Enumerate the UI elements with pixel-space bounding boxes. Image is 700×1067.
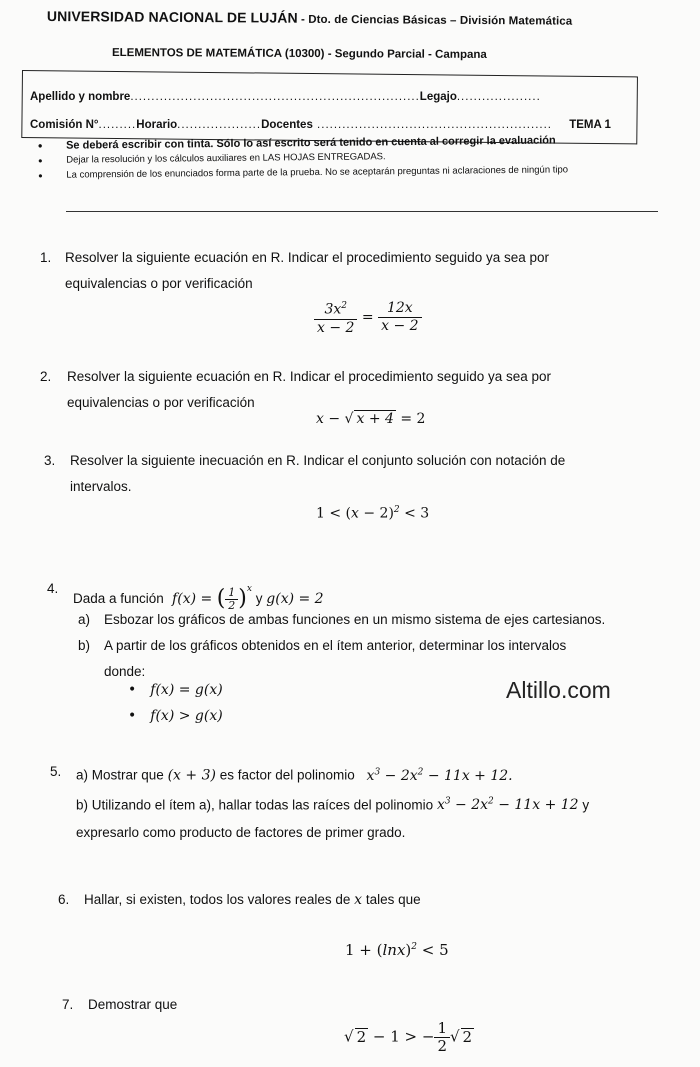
name-line: Apellido y nombre.....................................................................Legajo.................... — [30, 91, 541, 103]
horario-label: Horario — [136, 119, 178, 131]
name-label: Apellido y nombre — [30, 91, 131, 103]
item-b: b) Utilizando el ítem a), hallar todas las raíces del polinomio — [76, 797, 434, 813]
item-b: A partir de los gráficos obtenidos en el ítem anterior, determinar los intervalos — [104, 638, 567, 653]
inequality-7: √ 2 − 1 > − $\frac{1}{2}$ √ 2 — [344, 1019, 473, 1055]
comision-label: Comisión N° — [30, 119, 99, 131]
docentes-label: Docentes — [261, 119, 313, 131]
university-header — [47, 8, 573, 28]
question-text: equivalencias o por verificación — [65, 276, 253, 291]
question-6 — [58, 887, 678, 913]
equation-2: x − √ x + 4 = 2 — [316, 411, 426, 427]
condition-greater: • f(x) > g(x) — [128, 708, 223, 724]
item-b-cont: donde: — [104, 664, 146, 679]
question-5 — [50, 759, 700, 846]
question-1 — [40, 245, 660, 297]
item-a: a) Mostrar que — [76, 767, 164, 783]
question-number: 5. — [50, 764, 62, 779]
item-a-text: es factor del polinomio — [219, 767, 355, 783]
divider — [66, 211, 658, 212]
comision-line: Comisión N°.........Horario....................Docentes ........................................................ TEMA 1 — [30, 119, 611, 131]
equation-1: $\frac{3x^2}{x - 2}$ = $\frac{12x}{x - 2}$ — [314, 298, 422, 337]
question-number: 6. — [58, 892, 70, 907]
condition-equal: • f(x) = g(x) — [128, 682, 223, 698]
function-g: g(x) = 2 — [266, 591, 324, 607]
question-text: tales que — [365, 892, 421, 907]
conjunction: y — [582, 797, 590, 813]
question-text: Dada a función — [73, 591, 164, 606]
university-name: UNIVERSIDAD NACIONAL DE LUJÁN — [46, 8, 298, 26]
legajo-label: Legajo — [419, 91, 457, 103]
course-title: ELEMENTOS DE MATEMÁTICA (10300) - Segundo Parcial - Campana — [111, 47, 487, 61]
question-text: equivalencias o por verificación — [67, 395, 255, 410]
question-number: 7. — [62, 997, 74, 1012]
question-text: Resolver la siguiente ecuación en R. Indicar el procedimiento seguido ya sea por — [67, 369, 552, 384]
watermark: Altillo.com — [506, 677, 611, 703]
question-3 — [44, 448, 664, 500]
inequality-6: $1 + (\ln x)^2 < 5$ — [345, 941, 449, 959]
question-number: 1. — [40, 250, 52, 265]
rule-item: • La comprensión de los enunciados forma parte de la prueba. No se aceptarán preguntas ni aclaraciones de ningún tipo — [66, 163, 660, 181]
question-2 — [40, 364, 660, 416]
question-number: 3. — [44, 453, 56, 468]
factor: (x + 3) — [167, 767, 216, 784]
question-text: Resolver la siguiente ecuación en R. Indicar el procedimiento seguido ya sea por — [65, 250, 550, 265]
inequality-3: $1 < (x - 2)^2 < 3$ — [316, 505, 430, 522]
function-f: f(x) = ( $\frac{1}{2}$ )$^x$ — [172, 584, 252, 612]
question-number: 4. — [47, 581, 59, 596]
variable: x — [354, 892, 363, 908]
question-text: Hallar, si existen, todos los valores reales de — [84, 892, 351, 907]
exam-rules — [30, 133, 660, 182]
item-b-cont: expresarlo como producto de factores de primer grado. — [76, 825, 406, 841]
rule-item: • Se deberá escribir con tinta. Sólo lo así escrito será tenido en cuenta al corregir la evaluación — [66, 133, 660, 151]
item-a: Esbozar los gráficos de ambas funciones en un mismo sistema de ejes cartesianos. — [104, 612, 606, 627]
question-text: intervalos. — [70, 479, 132, 494]
question-text: Resolver la siguiente inecuación en R. Indicar el conjunto solución con notación de — [70, 453, 566, 468]
polynomial: $x^3 - 2x^2 - 11x + 12$ — [436, 796, 579, 814]
conjunction: y — [255, 591, 263, 606]
question-7 — [62, 992, 682, 1018]
question-number: 2. — [40, 369, 52, 384]
question-text: Demostrar que — [88, 997, 178, 1012]
department-name: - Dto. de Ciencias Básicas – División Matemática — [297, 13, 573, 28]
tema-label: TEMA 1 — [569, 119, 611, 131]
question-4-items: a) Esbozar los gráficos de ambas funciones en un mismo sistema de ejes cartesianos. b) A partir de los gráficos obtenidos en el ítem anterior, determinar los intervalos donde: — [78, 607, 698, 685]
student-info-box — [21, 70, 638, 144]
rule-item: • Dejar la resolución y los cálculos auxiliares en LAS HOJAS ENTREGADAS. — [66, 148, 660, 166]
polynomial: $x^3 - 2x^2 - 11x + 12$. — [366, 767, 513, 784]
